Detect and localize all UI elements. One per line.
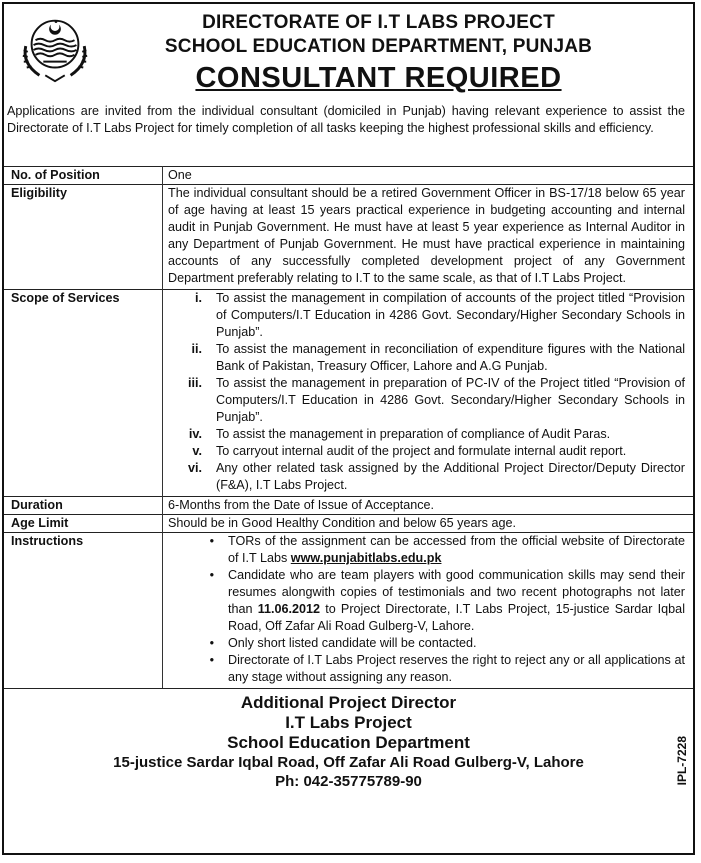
- bullet-icon: •: [209, 568, 214, 582]
- item-number: vi.: [187, 461, 202, 475]
- header: [4, 4, 693, 100]
- list-item: [168, 426, 685, 443]
- item-text: Any other related task assigned by the Additional Project Director/Deputy Director (F&A), I.T Labs Project.: [216, 461, 685, 492]
- row-label: Scope of Services: [4, 290, 163, 497]
- deadline-date: 11.06.2012: [257, 602, 321, 616]
- signatory-title: Additional Project Director: [240, 693, 457, 712]
- item-text-part: TORs of the assignment can be accessed from the official website of Directorate of I.T Labs: [228, 534, 685, 565]
- project-name: I.T Labs Project: [285, 713, 412, 732]
- table-row-instructions: [4, 533, 693, 689]
- organization-title: DIRECTORATE OF I.T LABS PROJECT: [202, 12, 555, 33]
- list-item: [168, 460, 685, 494]
- item-text: To carryout internal audit of the project and formulate internal audit report.: [216, 444, 627, 458]
- row-label: Duration: [4, 497, 163, 515]
- footer: [4, 689, 693, 791]
- phone: Ph: 042-35775789-90: [275, 773, 422, 790]
- bullet-icon: •: [209, 636, 214, 650]
- row-value: Should be in Good Healthy Condition and below 65 years age.: [163, 515, 694, 533]
- table-row-eligibility: [4, 185, 693, 290]
- item-number: v.: [192, 444, 202, 458]
- details-table: [4, 166, 693, 689]
- row-value: One: [163, 167, 694, 185]
- scope-list: [163, 290, 694, 497]
- list-item: [168, 533, 685, 567]
- intro-paragraph: Applications are invited from the individual consultant (domiciled in Punjab) having relevant experience to assist the Directorate of I.T Labs Project for timely completion of all tasks keeping the highest professional skills and efficiency.: [7, 104, 685, 135]
- item-text-part: to Project Directorate, I.T Labs Project, 15-justice Sardar Iqbal Road, Off Zafar Ali Road Gulberg-V, Lahore.: [228, 602, 685, 633]
- item-number: iii.: [188, 376, 202, 390]
- item-text: To assist the management in preparation of PC-IV of the Project titled “Provision of Computers/I.T Education in 4286 Govt. Secondary/Higher Secondary Schools in Punjab”.: [216, 376, 685, 424]
- headline: CONSULTANT REQUIRED: [195, 62, 562, 94]
- table-row-scope: [4, 290, 693, 497]
- item-text: To assist the management in compilation of accounts of the project titled “Provision of Computers/I.T Education in 4286 Govt. Secondary/Higher Secondary Schools in Punjab”.: [216, 291, 685, 339]
- item-number: ii.: [191, 342, 202, 356]
- row-label: Instructions: [4, 533, 163, 689]
- advertisement: [2, 2, 695, 855]
- list-item: [168, 635, 685, 652]
- item-text: [228, 533, 685, 567]
- row-label: Age Limit: [4, 515, 163, 533]
- row-label: Eligibility: [4, 185, 163, 290]
- address: 15-justice Sardar Iqbal Road, Off Zafar Ali Road Gulberg-V, Lahore: [113, 754, 584, 771]
- table-row-positions: [4, 167, 693, 185]
- item-text: Directorate of I.T Labs Project reserves the right to reject any or all applications at any stage without assigning any reason.: [228, 653, 685, 684]
- row-label: No. of Position: [4, 167, 163, 185]
- bullet-icon: •: [209, 653, 214, 667]
- item-text: To assist the management in preparation of compliance of Audit Paras.: [216, 427, 611, 441]
- list-item: [168, 567, 685, 635]
- list-item: [168, 341, 685, 375]
- list-item: [168, 290, 685, 341]
- row-value: 6-Months from the Date of Issue of Acceptance.: [163, 497, 694, 515]
- website-link[interactable]: www.punjabitlabs.edu.pk: [290, 551, 442, 565]
- item-text-part: Candidate who are team players with good communication skills may send their resumes alongwith copies of testimonials and two recent photographs not later than: [228, 568, 685, 616]
- list-item: [168, 652, 685, 686]
- item-number: i.: [195, 291, 202, 305]
- item-text: To assist the management in reconciliation of expenditure figures with the National Bank of Pakistan, Treasury Officer, Lahore and A.G Punjab.: [216, 342, 685, 373]
- reference-code: IPL-7228: [675, 735, 689, 785]
- list-item: [168, 443, 685, 460]
- instructions-list: [163, 533, 694, 689]
- department-title: SCHOOL EDUCATION DEPARTMENT, PUNJAB: [164, 36, 593, 57]
- table-row-age-limit: [4, 515, 693, 533]
- list-item: [168, 375, 685, 426]
- item-text: [228, 567, 685, 635]
- item-text: Only short listed candidate will be contacted.: [228, 636, 477, 650]
- row-value: The individual consultant should be a retired Government Officer in BS-17/18 below 65 year of age having at least 15 years practical experience in budgeting accounting and internal audit in Punjab Government. He must have at least 5 year experience as Internal Auditor in any Department of Punjab Government. He must have practical experience in maintaining accounts of any successfully completed development project of any Government Department preferably relating to I.T to the same scale, as that of I.T Labs Project.: [163, 185, 694, 290]
- table-row-duration: [4, 497, 693, 515]
- item-number: iv.: [188, 427, 202, 441]
- bullet-icon: •: [209, 534, 214, 548]
- department-name: School Education Department: [227, 733, 470, 752]
